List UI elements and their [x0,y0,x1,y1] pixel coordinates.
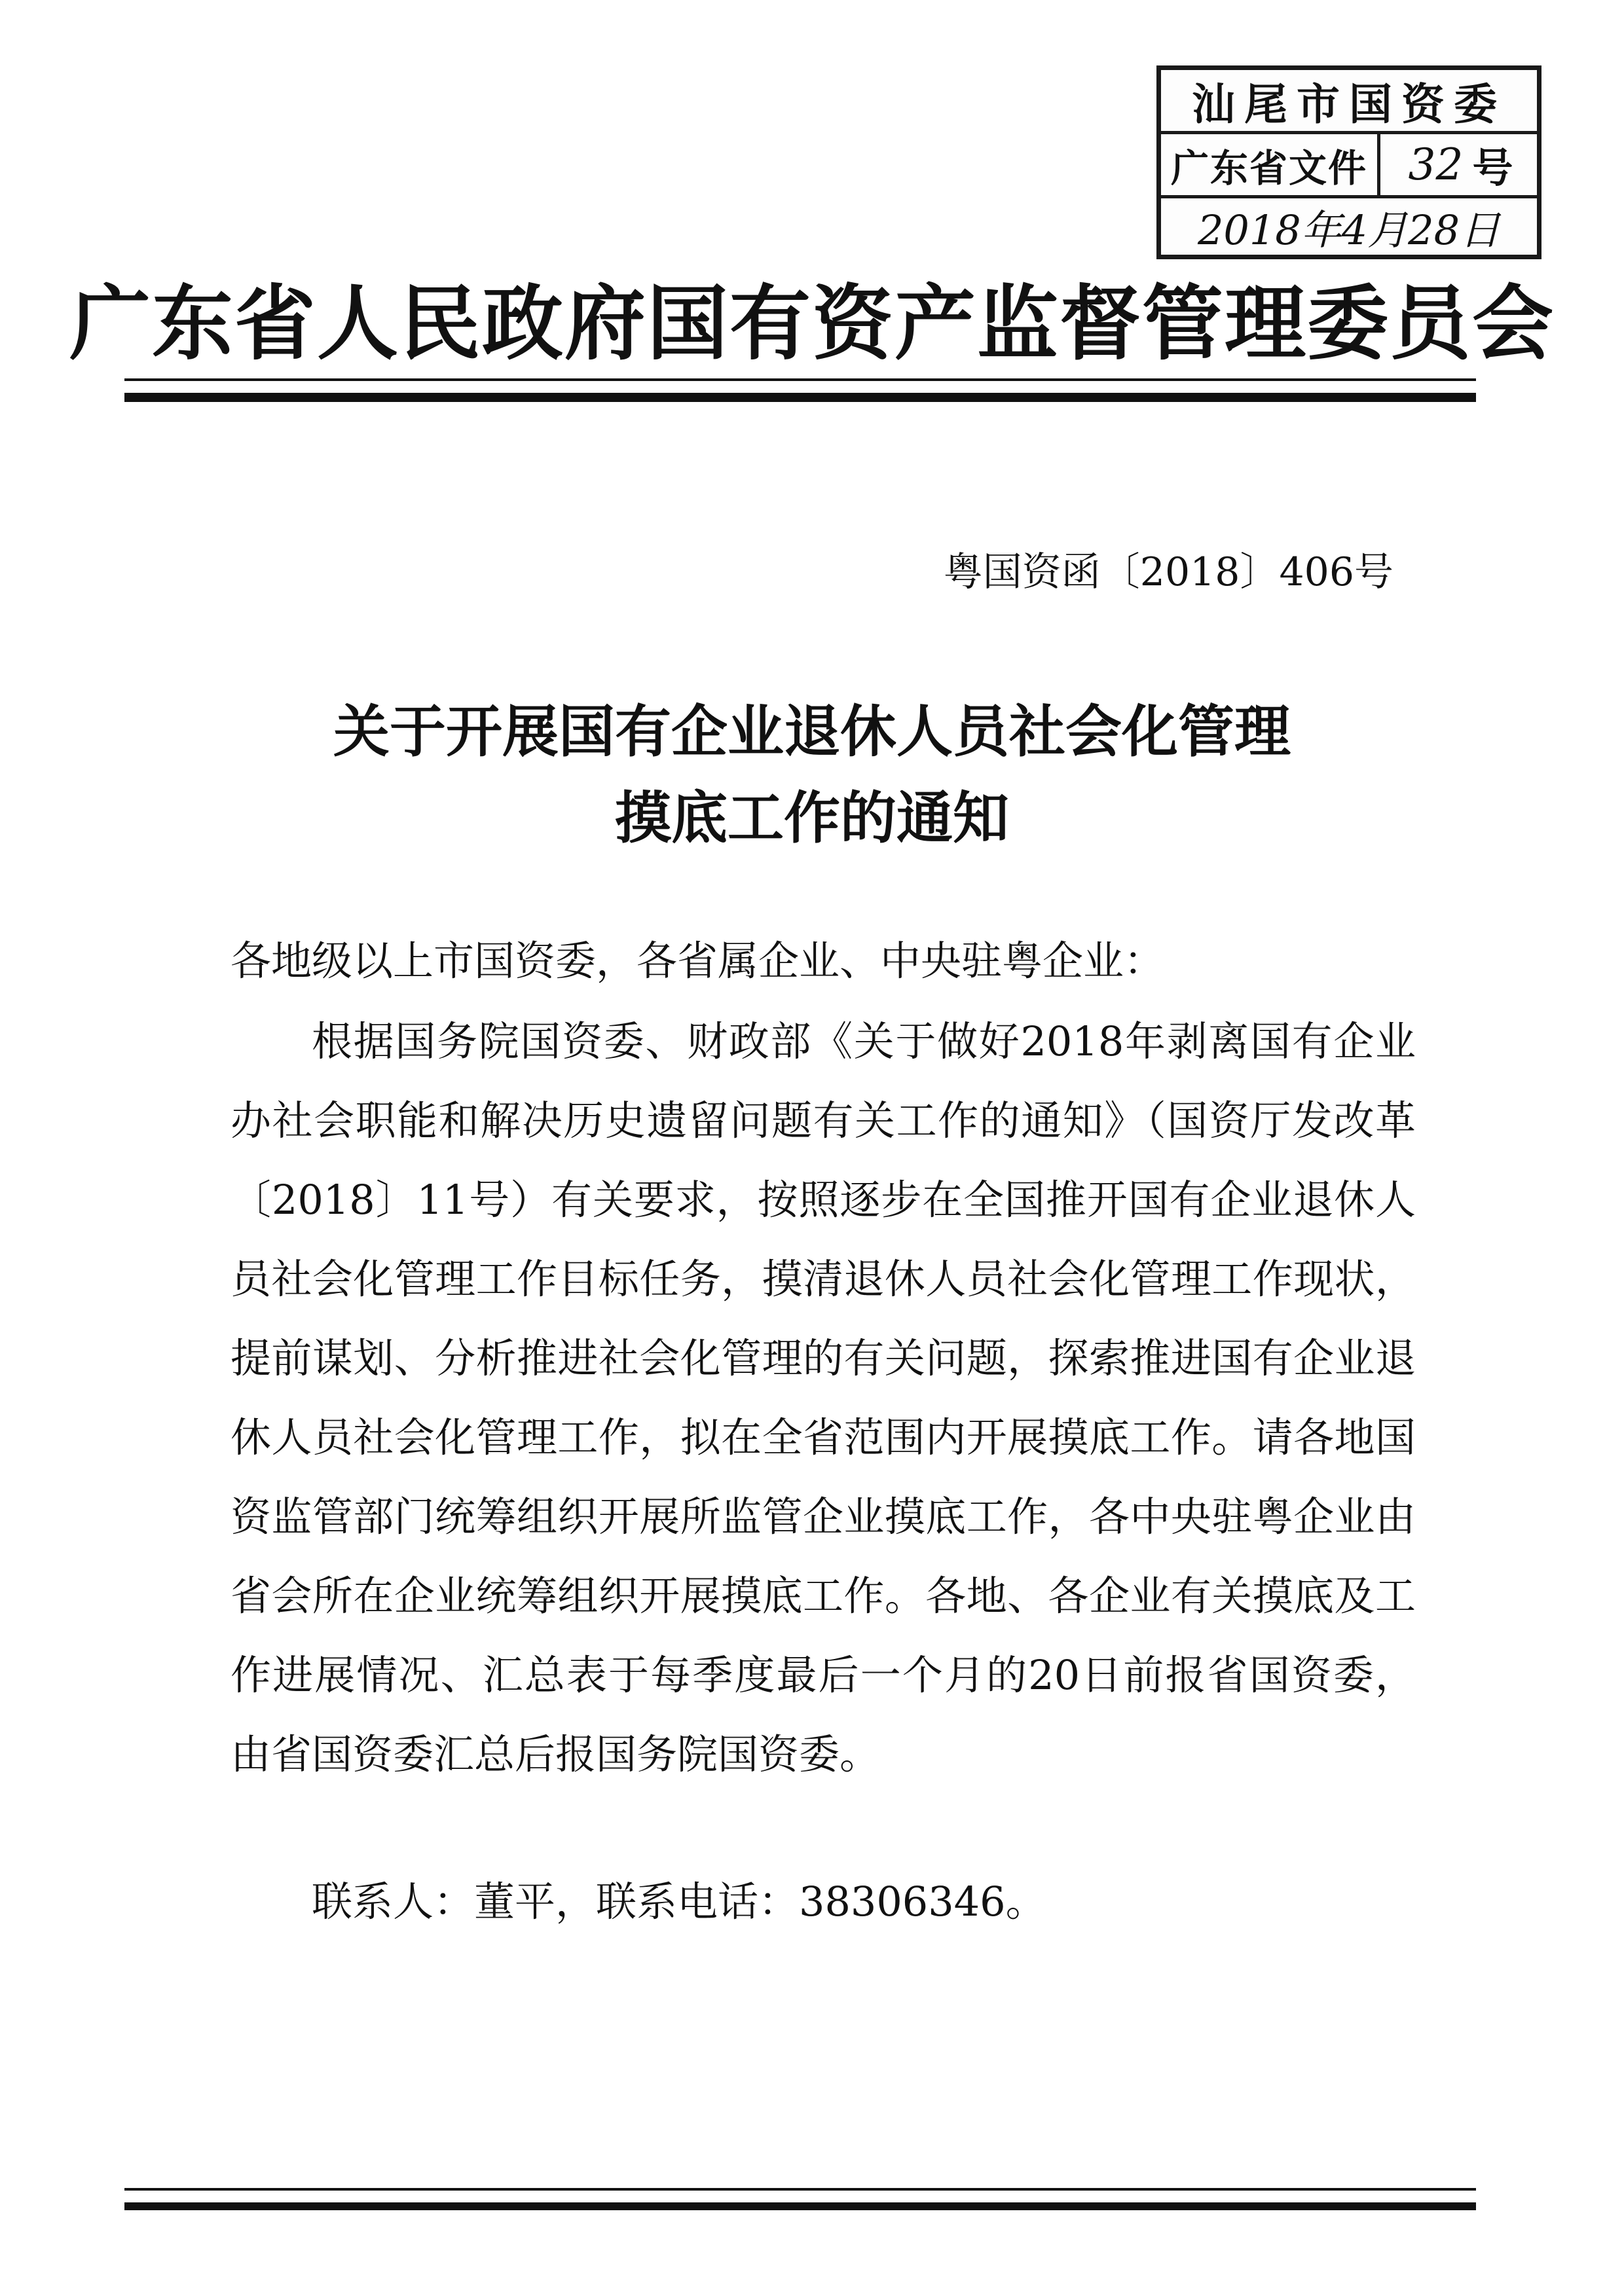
stamp-doc-label: 广东省文件 [1161,134,1380,195]
stamp-agency: 汕尾市国资委 [1192,79,1506,130]
salutation: 各地级以上市国资委，各省属企业、中央驻粤企业： [231,937,1165,985]
stamp-date: 2018年4月28日 [1197,206,1501,254]
body-paragraph: 根据国务院国资委、财政部《关于做好2018年剥离国有企业办社会职能和解决历史遗留问题有关工作的通知》（国资厅发改革〔2018〕11号）有关要求，按照逐步在全国推开国有企业退休人员社会化管理工作目标任务，摸清退休人员社会化管理工作现状，提前谋划、分析推进社会化管理的有关问题，探索推进国有企业退休人员社会化管理工作，拟在全省范围内开展摸底工作。请各地国资监管部门统筹组织开展所监管企业摸底工作，各中央驻粤企业由省会所在企业统筹组织开展摸底工作。各地、各企业有关摸底及工作进展情况、汇总表于每季度最后一个月的20日前报省国资委，由省国资委汇总后报国务院国资委。 [231,1017,1416,1778]
footer-rule-thin [124,2188,1476,2191]
contact-line: 联系人：董平，联系电话：38306346。 [312,1878,1046,1925]
stamp-doc-number-cell [1380,134,1541,195]
letterhead-rule-thin [124,378,1476,381]
document-title-line-2: 摸底工作的通知 [615,785,1009,851]
stamp-row-doc [1161,134,1537,198]
letterhead-rule-thick [124,393,1476,402]
document-number: 粤国资函〔2018〕406号 [943,549,1393,595]
stamp-row-agency [1161,70,1537,134]
receipt-stamp [1156,65,1541,259]
stamp-doc-number: 32 [1408,139,1464,190]
footer-rule-thick [124,2202,1476,2210]
letterhead: 广东省人民政府国有资产监督管理委员会 [69,276,1555,371]
document-title-line-1: 关于开展国有企业退休人员社会化管理 [333,699,1291,765]
stamp-row-date [1161,198,1537,255]
stamp-doc-number-suffix: 号 [1472,144,1513,192]
